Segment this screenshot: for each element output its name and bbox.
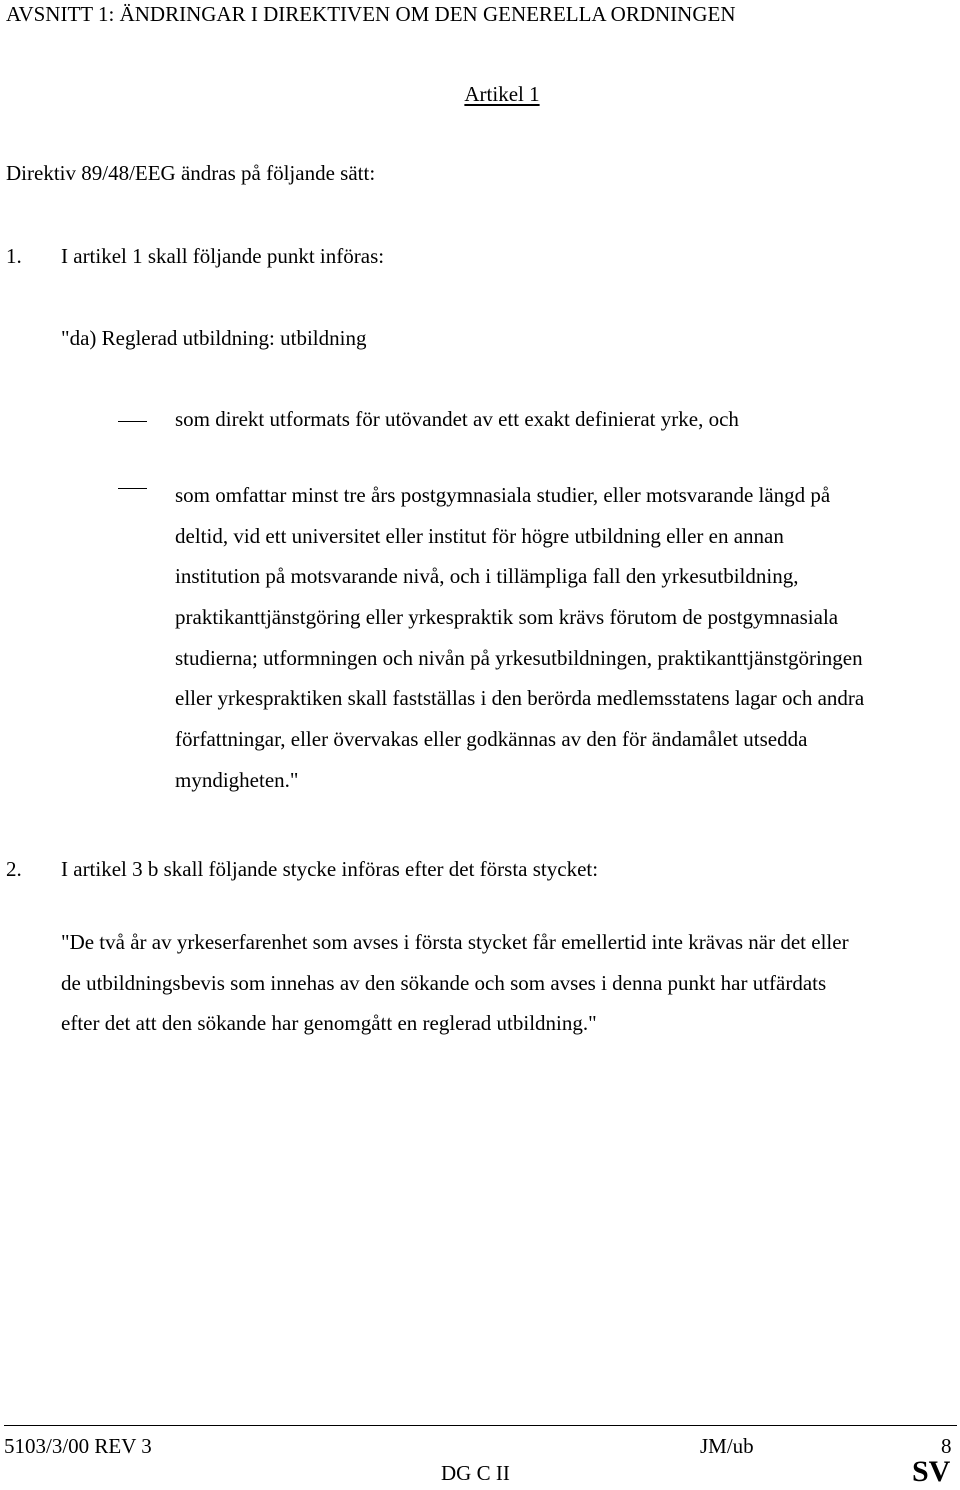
- dash-item-1-text: som direkt utformats för utövandet av ett exakt definierat yrke, och: [175, 407, 739, 431]
- dash-bullet-2: [118, 488, 147, 489]
- item-2-quote-line: de utbildningsbevis som innehas av den sökande och som avses i denna punkt har utfärdats: [61, 970, 827, 995]
- article-title-text: Artikel 1: [464, 82, 540, 106]
- item-1-text: I artikel 1 skall följande punkt införas:: [61, 244, 385, 268]
- section-heading: AVSNITT 1: ÄNDRINGAR I DIREKTIVEN OM DEN GENERELLA ORDNINGEN: [6, 2, 736, 26]
- item-2-quote-line: "De två år av yrkeserfarenhet som avses i första stycket får emellertid inte krävas när det eller: [61, 930, 849, 954]
- item-2-text: I artikel 3 b skall följande stycke införas efter det första stycket:: [61, 857, 599, 881]
- footer-page-number: 8: [941, 1434, 952, 1458]
- footer-rule: [4, 1425, 957, 1426]
- dash-item-2-line: institution på motsvarande nivå, och i tillämpliga fall den yrkesutbildning,: [175, 564, 799, 589]
- footer-reference: 5103/3/00 REV 3: [4, 1434, 152, 1458]
- item-2-quote-paragraph: [61, 930, 956, 1052]
- dash-item-2-line: som omfattar minst tre års postgymnasiala studier, eller motsvarande längd på: [175, 483, 831, 507]
- definition-lead: "da) Reglerad utbildning: utbildning: [61, 326, 367, 350]
- item-2-quote-line: efter det att den sökande har genomgått en reglerad utbildning.": [61, 1011, 597, 1036]
- footer-initials: JM/ub: [700, 1434, 754, 1458]
- dash-item-2-line: författningar, eller övervakas eller godkännas av den för ändamålet utsedda: [175, 727, 808, 752]
- dash-item-2-line: praktikanttjänstgöring eller yrkespraktik som krävs förutom de postgymnasiala: [175, 605, 839, 630]
- dash-item-2-line: myndigheten.": [175, 767, 299, 792]
- article-title: [0, 82, 960, 107]
- dash-item-2-paragraph: [175, 483, 955, 809]
- dash-bullet-1: [118, 421, 147, 422]
- item-1-number: 1.: [6, 244, 22, 268]
- footer-language-code: SV: [912, 1455, 951, 1488]
- intro-text: Direktiv 89/48/EEG ändras på följande sätt:: [6, 161, 376, 185]
- item-2-number: 2.: [6, 857, 22, 881]
- dash-item-2-line: deltid, vid ett universitet eller institut för högre utbildning eller en annan: [175, 523, 784, 548]
- dash-item-2-line: studierna; utformningen och nivån på yrkesutbildningen, praktikanttjänstgöringen: [175, 645, 863, 670]
- footer-department: DG C II: [441, 1461, 510, 1485]
- dash-item-2-line: eller yrkespraktiken skall fastställas i den berörda medlemsstatens lagar och andra: [175, 686, 865, 711]
